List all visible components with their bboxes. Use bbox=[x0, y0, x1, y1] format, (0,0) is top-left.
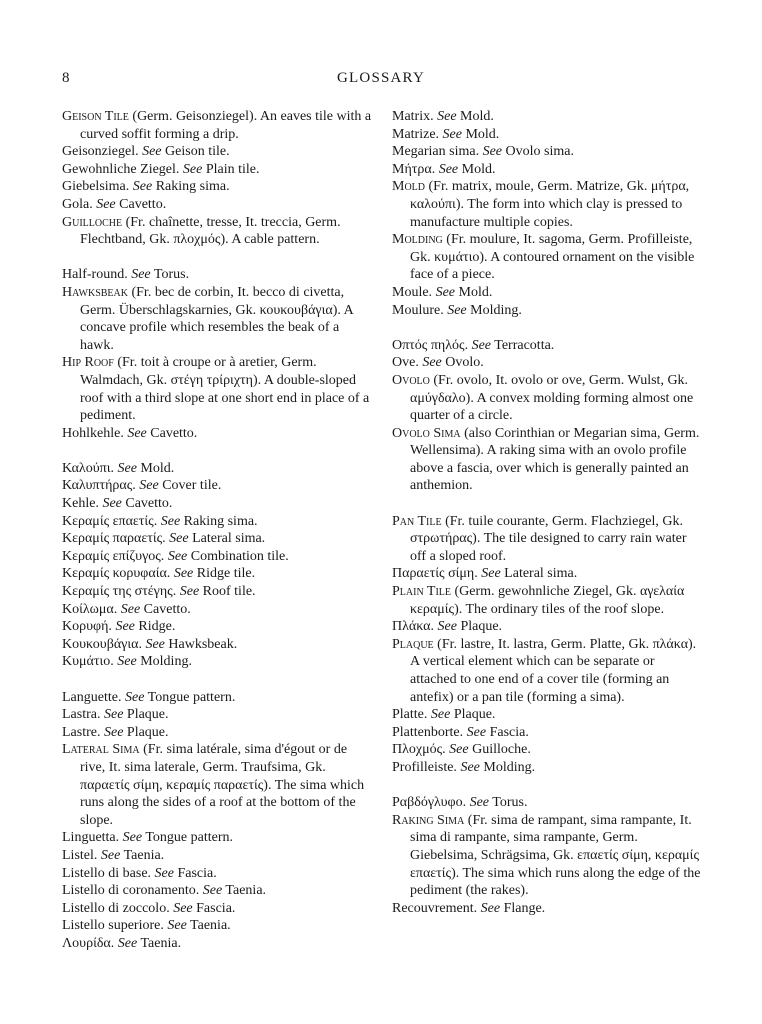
entry-headword: Guilloche bbox=[62, 214, 123, 230]
entry-headword: Geison Tile bbox=[62, 109, 129, 124]
glossary-column-right bbox=[392, 108, 704, 917]
entry-headword: Κεραμίς επίζυγος. bbox=[62, 548, 165, 564]
glossary-entry bbox=[62, 266, 374, 284]
see-target: Ovolo sima. bbox=[502, 144, 574, 160]
see-reference: See bbox=[167, 918, 187, 934]
entry-headword: Lastre. bbox=[62, 724, 101, 740]
glossary-entry bbox=[62, 829, 374, 847]
glossary-entry bbox=[392, 126, 704, 144]
glossary-entry bbox=[62, 196, 374, 214]
glossary-entry bbox=[62, 178, 374, 196]
entry-headword: Gewohnliche Ziegel. bbox=[62, 161, 180, 177]
glossary-entry bbox=[392, 513, 704, 566]
see-reference: See bbox=[430, 707, 451, 723]
entry-definition: (Fr. toit à croupe or à aretier, Germ. Walmdach, Gk. στέγη τρίριχτη). A double-sloped roof with a third slope at one short end in place of a pediment. bbox=[80, 355, 370, 424]
entry-headword: Καλυπτήρας. bbox=[62, 478, 136, 494]
entry-headword: Plattenborte. bbox=[392, 724, 464, 740]
glossary-entry bbox=[392, 759, 704, 777]
see-target: Lateral sima. bbox=[188, 531, 266, 547]
entry-headword: Moule. bbox=[392, 284, 433, 300]
see-reference: See bbox=[480, 900, 501, 916]
see-target: Cavetto. bbox=[146, 425, 198, 441]
see-target: Fascia. bbox=[486, 724, 529, 740]
see-target: Cavetto. bbox=[121, 496, 173, 512]
entry-headword: Ovolo Sima bbox=[392, 425, 461, 441]
see-reference: See bbox=[115, 619, 135, 635]
glossary-entry bbox=[392, 425, 704, 495]
glossary-entry bbox=[392, 143, 704, 161]
glossary-entry bbox=[62, 284, 374, 354]
glossary-entry bbox=[392, 161, 704, 179]
see-reference: See bbox=[131, 267, 151, 283]
entry-definition: (Fr. ovolo, It. ovolo or ove, Germ. Wulst, Gk. αμύγδαλο). A convex molding forming almost one quarter of a circle. bbox=[410, 372, 694, 424]
glossary-entry bbox=[62, 689, 374, 707]
see-target: Mold. bbox=[456, 109, 494, 124]
see-reference: See bbox=[120, 601, 141, 617]
see-reference: See bbox=[103, 724, 124, 740]
see-reference: See bbox=[469, 795, 490, 811]
entry-headword: Linguetta. bbox=[62, 830, 120, 846]
glossary-entry bbox=[62, 653, 374, 671]
entry-definition: (Fr. tuile courante, Germ. Flachziegel, Gk. στρωτήρας). The tile designed to carry rain water off a sloped roof. bbox=[410, 513, 687, 564]
entry-headword: Half-round. bbox=[62, 267, 128, 283]
entry-headword: Geisonziegel. bbox=[62, 144, 139, 160]
see-target: Roof tile. bbox=[199, 584, 256, 600]
entry-headword: Listello superiore. bbox=[62, 918, 164, 934]
glossary-entry bbox=[392, 337, 704, 355]
see-target: Flange. bbox=[500, 900, 546, 916]
entry-headword: Ραβδόγλυφο. bbox=[392, 795, 467, 811]
glossary-entry bbox=[62, 214, 374, 249]
entry-headword: Lateral Sima bbox=[62, 742, 140, 758]
see-target: Ridge tile. bbox=[193, 566, 256, 582]
see-reference: See bbox=[422, 355, 442, 371]
entry-headword: Giebelsima. bbox=[62, 179, 130, 195]
entry-definition: (Germ. gewohnliche Ziegel, Gk. αγελαία κεραμίς). The ordinary tiles of the roof slope. bbox=[410, 584, 685, 617]
glossary-entry bbox=[392, 812, 704, 900]
entry-headword: Listel. bbox=[62, 847, 98, 863]
entry-headword: Κεραμίς επαετίς. bbox=[62, 513, 158, 529]
see-target: Taenia. bbox=[120, 847, 165, 863]
entry-headword: Κυμάτιο. bbox=[62, 654, 114, 670]
entry-headword: Gola. bbox=[62, 196, 93, 212]
see-target: Tongue pattern. bbox=[142, 830, 233, 846]
see-reference: See bbox=[117, 654, 137, 670]
see-reference: See bbox=[142, 144, 162, 160]
entry-headword: Κεραμίς κορυφαία. bbox=[62, 566, 171, 582]
glossary-entry bbox=[62, 530, 374, 548]
see-target: Tongue pattern. bbox=[144, 689, 236, 705]
glossary-entry bbox=[392, 231, 704, 284]
glossary-entry bbox=[62, 636, 374, 654]
entry-headword: Hip Roof bbox=[62, 355, 114, 371]
entry-headword: Hohlkehle. bbox=[62, 425, 124, 441]
see-target: Plaque. bbox=[456, 619, 503, 635]
glossary-entry bbox=[392, 302, 704, 320]
glossary-entry bbox=[62, 354, 374, 424]
glossary-entry bbox=[62, 565, 374, 583]
entry-headword: Plaque bbox=[392, 636, 434, 652]
see-reference: See bbox=[173, 900, 193, 916]
glossary-entry bbox=[62, 460, 374, 478]
see-reference: See bbox=[127, 425, 147, 441]
see-target: Raking sima. bbox=[180, 513, 258, 529]
entry-headword: Mold bbox=[392, 179, 425, 195]
see-target: Plain tile. bbox=[202, 161, 260, 177]
see-reference: See bbox=[447, 302, 467, 318]
entry-headword: Kehle. bbox=[62, 496, 99, 512]
see-reference: See bbox=[471, 337, 492, 353]
entry-headword: Plain Tile bbox=[392, 584, 452, 600]
entry-headword: Languette. bbox=[62, 689, 122, 705]
see-reference: See bbox=[167, 548, 188, 564]
see-reference: See bbox=[102, 496, 122, 512]
glossary-entry bbox=[62, 724, 374, 742]
see-target: Mold. bbox=[455, 284, 493, 300]
see-reference: See bbox=[122, 830, 143, 846]
see-reference: See bbox=[132, 179, 153, 195]
glossary-entry bbox=[62, 161, 374, 179]
entry-definition: (Fr. matrix, moule, Germ. Matrize, Gk. μήτρα, καλούπι). The form into which clay is pressed to manufacture multiple copies. bbox=[410, 179, 690, 230]
see-reference: See bbox=[460, 759, 480, 775]
see-target: Plaque. bbox=[123, 724, 169, 740]
entry-headword: Molding bbox=[392, 232, 443, 248]
glossary-entry bbox=[62, 917, 374, 935]
glossary-entry bbox=[392, 354, 704, 372]
glossary-entry bbox=[62, 548, 374, 566]
see-reference: See bbox=[117, 935, 138, 951]
entry-headword: Μήτρα. bbox=[392, 161, 436, 177]
glossary-entry bbox=[62, 143, 374, 161]
see-target: Lateral sima. bbox=[500, 566, 578, 582]
see-target: Guilloche. bbox=[468, 742, 531, 758]
see-reference: See bbox=[160, 513, 181, 529]
see-target: Terracotta. bbox=[491, 337, 555, 353]
entry-definition: (Fr. moulure, It. sagoma, Germ. Profilleiste, Gk. κυμάτιο). A contoured ornament on the visible face of a piece. bbox=[410, 232, 695, 283]
see-target: Taenia. bbox=[137, 935, 182, 951]
glossary-entry bbox=[392, 583, 704, 618]
see-reference: See bbox=[169, 531, 189, 547]
entry-headword: Πλοχμός. bbox=[392, 742, 446, 758]
glossary-entry bbox=[62, 618, 374, 636]
see-reference: See bbox=[100, 847, 121, 863]
entry-headword: Platte. bbox=[392, 707, 428, 723]
glossary-entry bbox=[392, 900, 704, 918]
see-reference: See bbox=[438, 161, 459, 177]
see-target: Molding. bbox=[466, 302, 522, 318]
glossary-entry bbox=[62, 108, 374, 143]
glossary-entry bbox=[62, 706, 374, 724]
glossary-entry bbox=[392, 706, 704, 724]
see-target: Plaque. bbox=[123, 707, 169, 723]
see-target: Torus. bbox=[489, 795, 528, 811]
glossary-entry bbox=[392, 108, 704, 126]
see-target: Fascia. bbox=[192, 900, 236, 916]
entry-definition: (also Corinthian or Megarian sima, Germ. Wellensima). A raking sima with an ovolo profile above a fascia, over which is generally painted an anthemion. bbox=[410, 425, 700, 494]
entry-definition: (Germ. Geisonziegel). An eaves tile with a curved soffit forming a drip. bbox=[80, 109, 372, 142]
see-reference: See bbox=[173, 566, 194, 582]
entry-headword: Listello di coronamento. bbox=[62, 883, 200, 899]
entry-headword: Profilleiste. bbox=[392, 759, 457, 775]
glossary-entry bbox=[392, 636, 704, 706]
entry-definition: (Fr. sima de rampant, sima rampante, It. sima di rampante, sima rampante, Germ. Giebelsima, Schrägsima, Gk. επαετίς σίμη, κεραμίς επαετίς). The sima which runs along the edge of the pediment (the rakes). bbox=[410, 812, 701, 899]
see-reference: See bbox=[139, 478, 159, 494]
see-target: Hawksbeak. bbox=[164, 636, 238, 652]
glossary-entry bbox=[62, 900, 374, 918]
see-reference: See bbox=[466, 724, 487, 740]
glossary-entry bbox=[392, 372, 704, 425]
see-target: Molding. bbox=[136, 654, 192, 670]
entry-headword: Κεραμίς της στέγης. bbox=[62, 584, 177, 600]
entry-headword: Οπτός πηλός. bbox=[392, 337, 469, 353]
entry-headword: Κορυφή. bbox=[62, 619, 112, 635]
see-reference: See bbox=[154, 865, 174, 881]
entry-headword: Ovolo bbox=[392, 372, 430, 388]
entry-definition: (Fr. bec de corbin, It. becco di civetta, Germ. Überschlagskarnies, Gk. κουκουβάγια). A concave profile which resembles the beak of a hawk. bbox=[80, 284, 353, 353]
entry-headword: Pan Tile bbox=[392, 513, 442, 529]
entry-headword: Megarian sima. bbox=[392, 144, 480, 160]
see-target: Cover tile. bbox=[158, 478, 222, 494]
see-reference: See bbox=[182, 161, 203, 177]
entry-headword: Matrize. bbox=[392, 126, 440, 142]
glossary-entry bbox=[392, 178, 704, 231]
see-reference: See bbox=[437, 619, 457, 635]
see-reference: See bbox=[435, 284, 455, 300]
entry-headword: Matrix. bbox=[392, 109, 434, 124]
see-reference: See bbox=[145, 636, 165, 652]
see-reference: See bbox=[124, 689, 145, 705]
glossary-entry bbox=[62, 882, 374, 900]
glossary-entry bbox=[62, 601, 374, 619]
see-reference: See bbox=[202, 883, 223, 899]
entry-headword: Λουρίδα. bbox=[62, 935, 115, 951]
see-reference: See bbox=[179, 584, 200, 600]
entry-headword: Recouvrement. bbox=[392, 900, 478, 916]
page-number: 8 bbox=[62, 70, 70, 86]
see-target: Ovolo. bbox=[441, 355, 484, 371]
entry-headword: Hawksbeak bbox=[62, 284, 128, 300]
see-target: Cavetto. bbox=[140, 601, 191, 617]
see-target: Plaque. bbox=[450, 707, 496, 723]
glossary-entry bbox=[62, 865, 374, 883]
glossary-entry bbox=[392, 618, 704, 636]
glossary-entry bbox=[392, 565, 704, 583]
glossary-entry bbox=[62, 513, 374, 531]
entry-headword: Lastra. bbox=[62, 707, 101, 723]
entry-headword: Raking Sima bbox=[392, 812, 465, 828]
glossary-entry bbox=[62, 935, 374, 953]
see-reference: See bbox=[482, 144, 503, 160]
see-target: Ridge. bbox=[134, 619, 176, 635]
entry-definition: (Fr. sima latérale, sima d'égout or de rive, It. sima laterale, Germ. Traufsima, Gk. παραετίς σίμη, κεραμίς παραετίς). The sima which runs along the sides of a roof at the bottom of the slope. bbox=[80, 742, 365, 828]
entry-headword: Moulure. bbox=[392, 302, 444, 318]
glossary-entry bbox=[62, 477, 374, 495]
glossary-column-left bbox=[62, 108, 374, 953]
glossary-entry bbox=[62, 495, 374, 513]
entry-headword: Παραετίς σίμη. bbox=[392, 566, 478, 582]
see-target: Raking sima. bbox=[152, 179, 230, 195]
see-reference: See bbox=[481, 566, 501, 582]
glossary-entry bbox=[62, 583, 374, 601]
glossary-entry bbox=[62, 425, 374, 443]
glossary-entry bbox=[392, 741, 704, 759]
entry-headword: Πλάκα. bbox=[392, 619, 434, 635]
see-target: Combination tile. bbox=[187, 548, 289, 564]
see-target: Geison tile. bbox=[161, 144, 230, 160]
entry-headword: Καλούπι. bbox=[62, 460, 114, 476]
see-reference: See bbox=[437, 109, 457, 124]
entry-headword: Κουκουβάγια. bbox=[62, 636, 142, 652]
entry-headword: Listello di zoccolo. bbox=[62, 900, 170, 916]
see-target: Cavetto. bbox=[115, 196, 167, 212]
entry-headword: Κεραμίς παραετίς. bbox=[62, 531, 166, 547]
see-reference: See bbox=[442, 126, 462, 142]
glossary-entry bbox=[392, 724, 704, 742]
entry-headword: Κοίλωμα. bbox=[62, 601, 118, 617]
see-target: Mold. bbox=[458, 161, 496, 177]
see-target: Mold. bbox=[461, 126, 500, 142]
see-target: Taenia. bbox=[186, 918, 231, 934]
see-reference: See bbox=[103, 707, 124, 723]
see-reference: See bbox=[96, 196, 116, 212]
see-target: Torus. bbox=[150, 267, 190, 283]
running-head: GLOSSARY bbox=[337, 70, 425, 86]
entry-headword: Ove. bbox=[392, 355, 419, 371]
glossary-entry bbox=[62, 741, 374, 829]
entry-definition: (Fr. chaînette, tresse, It. treccia, Germ. Flechtband, Gk. πλοχμός). A cable pattern. bbox=[80, 214, 341, 248]
glossary-entry bbox=[392, 284, 704, 302]
see-reference: See bbox=[117, 460, 137, 476]
see-target: Molding. bbox=[479, 759, 536, 775]
see-reference: See bbox=[449, 742, 469, 758]
see-target: Mold. bbox=[136, 460, 175, 476]
see-target: Taenia. bbox=[222, 883, 267, 899]
entry-definition: (Fr. lastre, It. lastra, Germ. Platte, Gk. πλάκα). A vertical element which can be separate or attached to one end of a cover tile (forming an antefix) or a pan tile (forming a sima). bbox=[410, 636, 697, 705]
glossary-entry bbox=[62, 847, 374, 865]
see-target: Fascia. bbox=[173, 865, 217, 881]
glossary-entry bbox=[392, 794, 704, 812]
entry-headword: Listello di base. bbox=[62, 865, 152, 881]
